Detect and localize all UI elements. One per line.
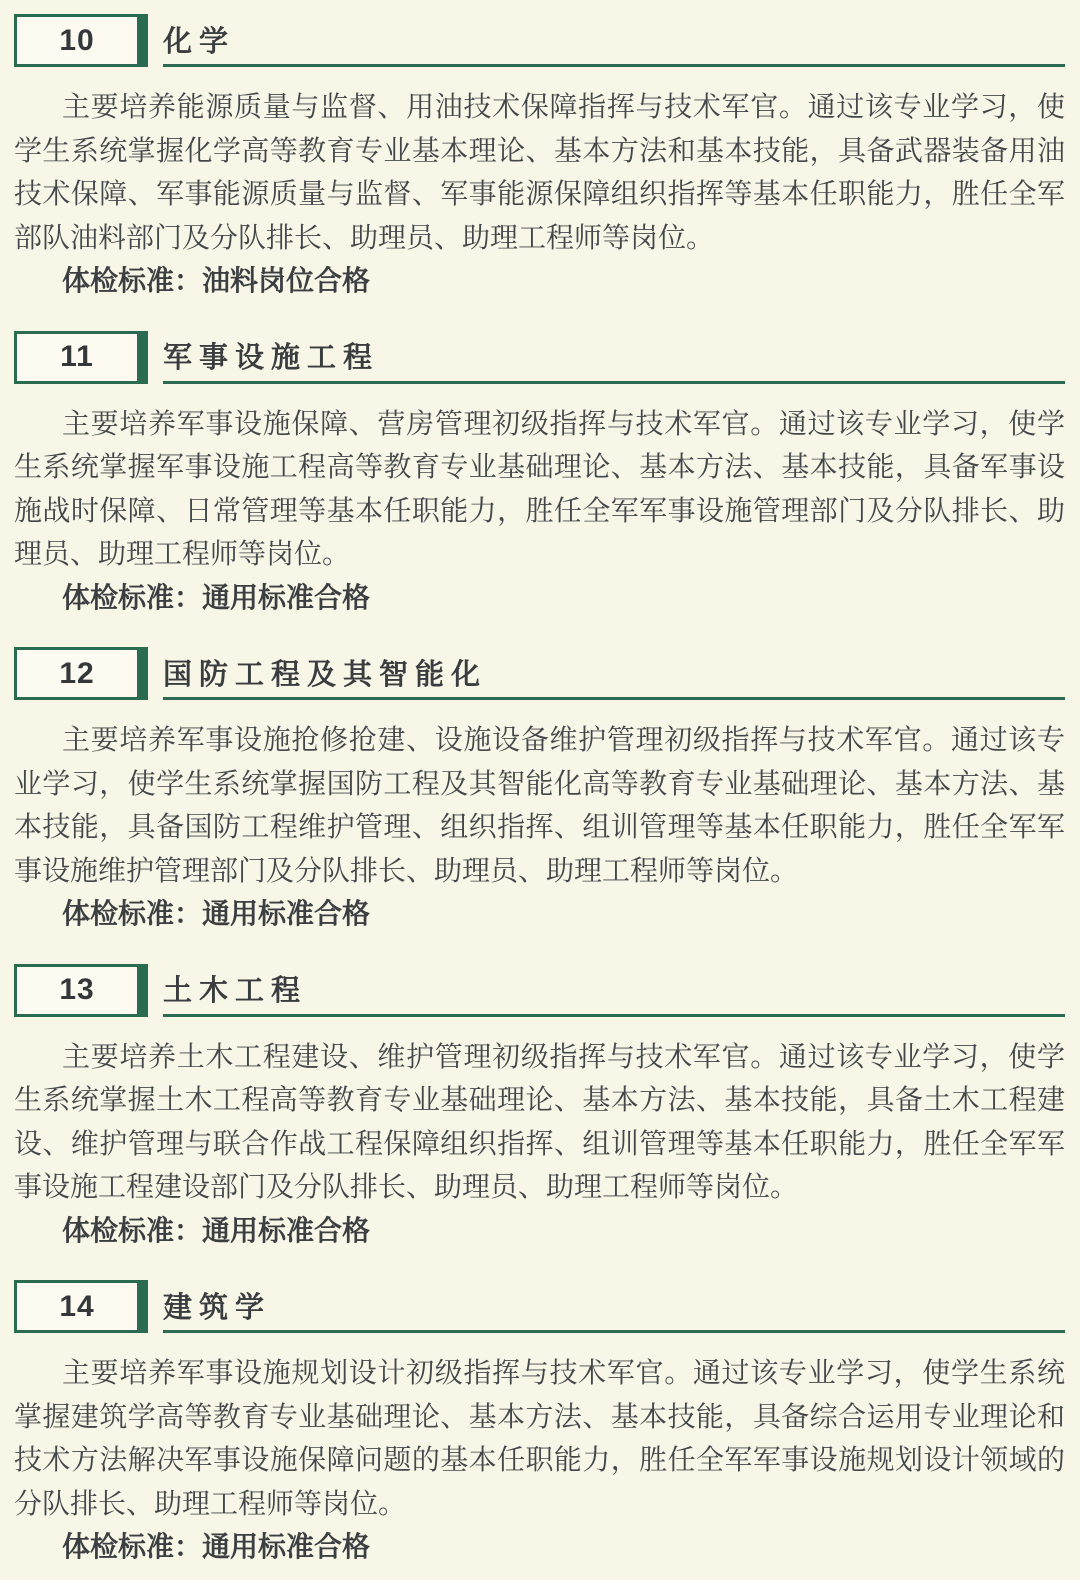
section-header bbox=[14, 964, 1065, 1017]
physical-standard bbox=[14, 1525, 1065, 1569]
section-title: 军事设施工程 bbox=[163, 342, 380, 374]
physical-standard-label: 体检标准： bbox=[62, 265, 203, 296]
section-header bbox=[14, 1280, 1065, 1333]
title-underline bbox=[163, 1280, 1065, 1333]
section-number-badge bbox=[14, 331, 148, 384]
section-title: 建筑学 bbox=[163, 1291, 272, 1324]
section-number-badge bbox=[14, 1280, 148, 1333]
physical-standard-label: 体检标准： bbox=[62, 1531, 203, 1562]
section-number: 14 bbox=[59, 1289, 95, 1323]
title-underline bbox=[163, 964, 1065, 1017]
physical-standard-value: 通用标准合格 bbox=[202, 898, 371, 929]
physical-standard bbox=[14, 892, 1065, 936]
section-header bbox=[14, 647, 1065, 700]
section-number-badge bbox=[14, 14, 148, 67]
section-number-badge bbox=[14, 647, 148, 700]
physical-standard-value: 通用标准合格 bbox=[202, 1531, 371, 1562]
section-description: 主要培养军事设施抢修抢建、设施设备维护管理初级指挥与技术军官。通过该专业学习，使学生系统掌握国防工程及其智能化高等教育专业基础理论、基本方法、基本技能，具备国防工程维护管理、组织指挥、组训管理等基本任职能力，胜任全军军事设施维护管理部门及分队排长、助理员、助理工程师等岗位。 bbox=[14, 724, 1065, 886]
section-title: 化学 bbox=[163, 25, 236, 58]
title-underline bbox=[163, 14, 1065, 67]
physical-standard bbox=[14, 259, 1065, 303]
title-underline bbox=[163, 331, 1065, 384]
major-section-11 bbox=[14, 331, 1065, 620]
section-number: 13 bbox=[59, 973, 95, 1006]
section-number-badge bbox=[14, 964, 148, 1017]
major-section-14 bbox=[14, 1280, 1065, 1569]
section-description: 主要培养军事设施规划设计初级指挥与技术军官。通过该专业学习，使学生系统掌握建筑学高等教育专业基础理论、基本方法、基本技能，具备综合运用专业理论和技术方法解决军事设施保障问题的基本任职能力，胜任全军军事设施规划设计领域的分队排长、助理工程师等岗位。 bbox=[14, 1357, 1065, 1519]
section-header bbox=[14, 14, 1065, 67]
section-description: 主要培养土木工程建设、维护管理初级指挥与技术军官。通过该专业学习，使学生系统掌握土木工程高等教育专业基础理论、基本方法、基本技能，具备土木工程建设、维护管理与联合作战工程保障组织指挥、组训管理等基本任职能力，胜任全军军事设施工程建设部门及分队排长、助理员、助理工程师等岗位。 bbox=[14, 1040, 1065, 1202]
major-section-13 bbox=[14, 964, 1065, 1253]
section-title: 土木工程 bbox=[163, 975, 308, 1007]
physical-standard-value: 通用标准合格 bbox=[202, 581, 371, 613]
physical-standard-value: 油料岗位合格 bbox=[202, 265, 371, 296]
physical-standard-label: 体检标准： bbox=[62, 898, 203, 929]
major-section-10 bbox=[14, 14, 1065, 303]
physical-standard-value: 通用标准合格 bbox=[202, 1214, 371, 1246]
physical-standard bbox=[14, 576, 1065, 620]
section-number: 12 bbox=[59, 656, 95, 690]
title-underline bbox=[163, 647, 1065, 700]
section-number: 10 bbox=[59, 23, 95, 57]
section-header bbox=[14, 331, 1065, 384]
physical-standard bbox=[14, 1209, 1065, 1253]
section-description: 主要培养能源质量与监督、用油技术保障指挥与技术军官。通过该专业学习，使学生系统掌握化学高等教育专业基本理论、基本方法和基本技能，具备武器装备用油技术保障、军事能源质量与监督、军事能源保障组织指挥等基本任职能力，胜任全军部队油料部门及分队排长、助理员、助理工程师等岗位。 bbox=[14, 91, 1065, 253]
major-section-12 bbox=[14, 647, 1065, 936]
section-description: 主要培养军事设施保障、营房管理初级指挥与技术军官。通过该专业学习，使学生系统掌握军事设施工程高等教育专业基础理论、基本方法、基本技能，具备军事设施战时保障、日常管理等基本任职能力，胜任全军军事设施管理部门及分队排长、助理员、助理工程师等岗位。 bbox=[14, 407, 1065, 569]
section-number: 11 bbox=[60, 340, 94, 373]
section-title: 国防工程及其智能化 bbox=[163, 658, 488, 691]
physical-standard-label: 体检标准： bbox=[62, 1214, 203, 1246]
physical-standard-label: 体检标准： bbox=[62, 581, 203, 613]
